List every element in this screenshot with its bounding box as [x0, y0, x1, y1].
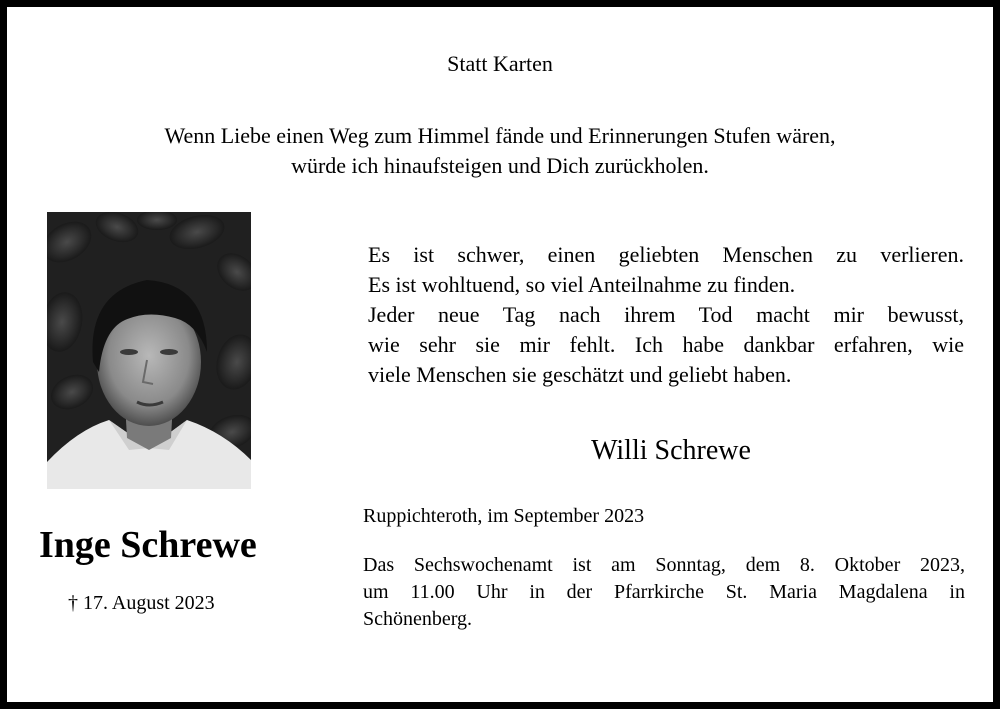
motto-line-2: würde ich hinaufsteigen und Dich zurückholen. [291, 153, 709, 178]
gratitude-line: Es ist schwer, einen geliebten Menschen zu verlieren. [368, 242, 964, 267]
gratitude-text [368, 240, 964, 390]
notice-line: Das Sechswochenamt ist am Sonntag, dem 8. Oktober 2023, [363, 554, 965, 576]
place-date: Ruppichteroth, im September 2023 [363, 505, 645, 527]
notice-line: Schönenberg. [363, 608, 473, 630]
motto-quote [7, 121, 993, 181]
death-date: † 17. August 2023 [68, 592, 215, 614]
deceased-name: Inge Schrewe [39, 524, 257, 566]
gratitude-line: viele Menschen sie geschätzt und geliebt haben. [368, 362, 792, 387]
mass-notice [363, 552, 965, 633]
gratitude-line: wie sehr sie mir fehlt. Ich habe dankbar erfahren, wie [368, 332, 964, 357]
gratitude-line: Es ist wohltuend, so viel Anteilnahme zu finden. [368, 272, 796, 297]
gratitude-line: Jeder neue Tag nach ihrem Tod macht mir bewusst, [368, 302, 964, 327]
header-text: Statt Karten [447, 51, 553, 76]
notice-line: um 11.00 Uhr in der Pfarrkirche St. Maria Magdalena in [363, 581, 965, 603]
portrait-photo [47, 212, 251, 489]
portrait-image [47, 212, 251, 489]
motto-line-1: Wenn Liebe einen Weg zum Himmel fände und Erinnerungen Stufen wären, [164, 123, 836, 148]
signer-name: Willi Schrewe [591, 435, 751, 466]
